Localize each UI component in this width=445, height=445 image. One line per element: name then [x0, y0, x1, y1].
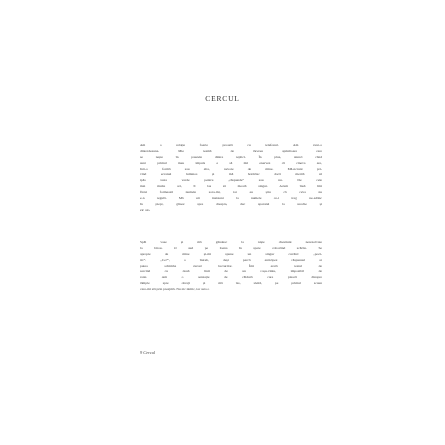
paragraph-1 [140, 143, 322, 214]
text-line: sunt primul meu impuls e să mă enervez că cineva are, [140, 160, 322, 165]
text-line: dintotdeauna. Mie teamă de tăcerea apăsătoare care [140, 148, 322, 153]
text-line: mai multe ori, îl las să moară singur. Acum însă îmi [140, 184, 322, 189]
text-line: la birou. O aud pe Ioana în spate coborând scările. Se [140, 245, 322, 250]
page-footer: 9 Cercul [140, 350, 156, 355]
text-line: tâmple spre obraji și mă las, sleită, pe primul scaun [140, 281, 322, 286]
text-line: sarcină cu două linii de un roșu-viniu, imposibil de [140, 269, 322, 274]
text-line: ipăs tasta verde pentru „răspunde” sau nu. De cele [140, 178, 322, 183]
text-line: într-o formă sau alta, nevoie de mine. Mă-ncrunt pri- [140, 166, 322, 171]
text-line: vind ecranul luminos și mă hotărăsc dacă merită să [140, 172, 322, 177]
text-line: în piept, glisez spre dreapta, duc aparatul la ureche și [140, 201, 322, 206]
text-line: tiv”. „Ce?”, o întreb, deși parcă anticipez răspunsul ar [140, 257, 322, 262]
text-line: care-mi stă prin preajmă. Nu zic nimic, iar asta o [140, 287, 210, 292]
text-line: făcui formează numele sora-mi, iar eu știu că ceva nu [140, 190, 322, 195]
text-line: putea schimba cursul lucrurilor. Îmi arată testul de [140, 263, 322, 268]
text-line: Am o relație foarte proastă cu telefonul. Am avut-o [140, 143, 322, 147]
text-line: ratat. Am o senzație de căldură care pleacă dinspre [140, 275, 322, 280]
paragraph-2 [140, 240, 322, 293]
text-line: e-n regulă. Mă uit insistent la numele ce-i trag ne-adânc [140, 196, 322, 201]
chapter-title: CERCUL [205, 94, 240, 103]
text-line: zic alo. [140, 207, 151, 212]
text-line: se naște în pauzele dintre replici. În plus, atunci când [140, 154, 322, 159]
text-line: Spăl vase și mă gândesc la niște chestiuni nerezolvate [140, 240, 322, 244]
text-line: apropie de mine și-mi spune un singur cuvânt: „pozi- [140, 251, 322, 256]
